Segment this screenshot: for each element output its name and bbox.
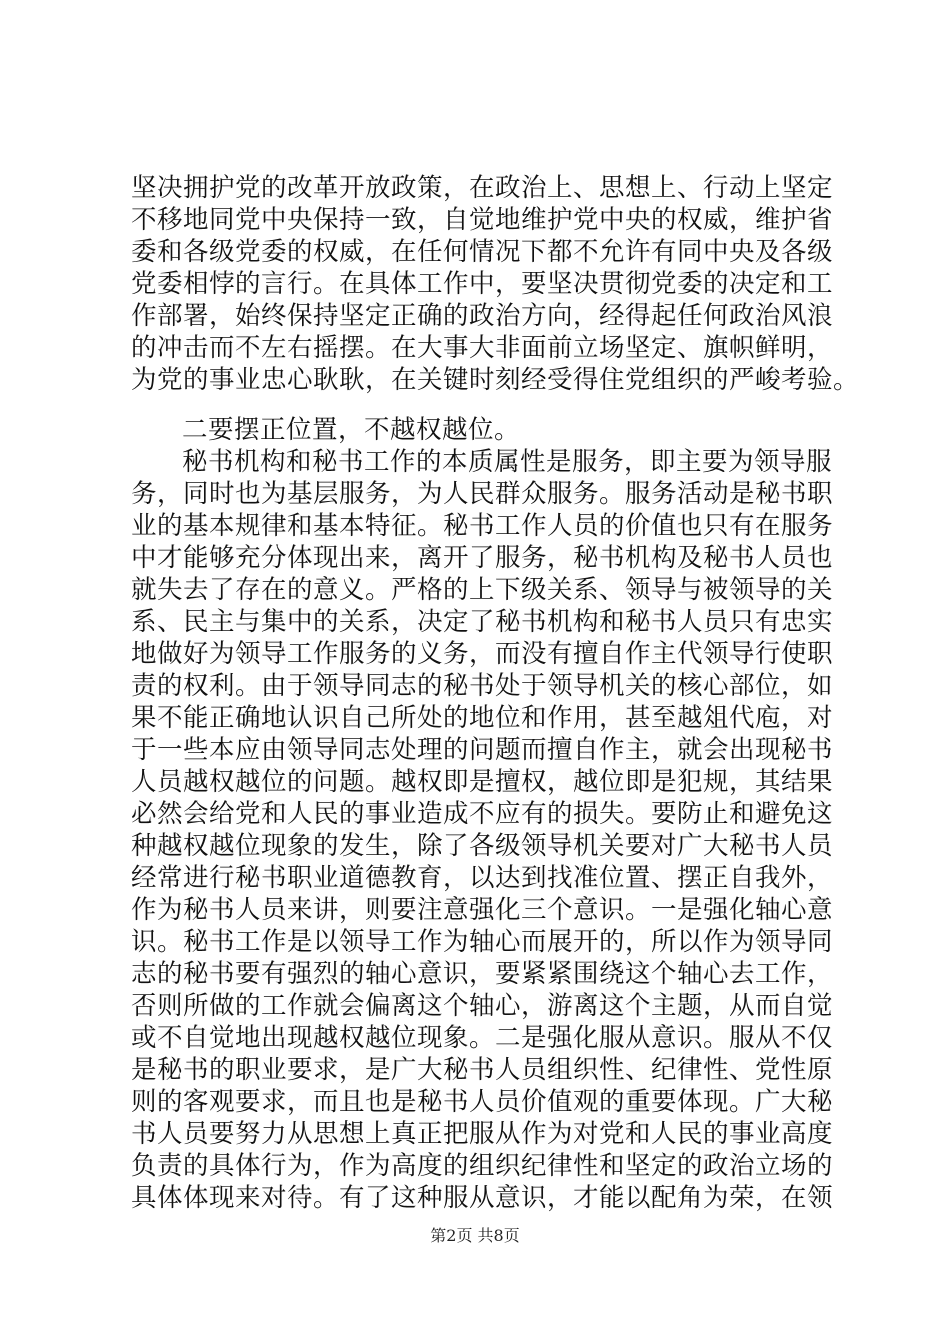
text-line: 作部署，始终保持坚定正确的政治方向，经得起任何政治风浪 bbox=[131, 301, 834, 331]
paragraph-1 bbox=[131, 172, 860, 396]
text-line: 果不能正确地认识自己所处的地位和作用，甚至越俎代庖，对 bbox=[131, 703, 834, 733]
text-line: 中才能够充分体现出来，离开了服务，秘书机构及秘书人员也 bbox=[131, 543, 834, 573]
section-heading: 二要摆正位置，不越权越位。 bbox=[182, 415, 521, 445]
paragraph-2 bbox=[131, 446, 851, 1214]
text-line: 负责的具体行为，作为高度的组织纪律性和坚定的政治立场的 bbox=[131, 1151, 834, 1181]
text-line: 是秘书的职业要求，是广大秘书人员组织性、纪律性、党性原 bbox=[131, 1055, 834, 1085]
text-line: 责的权利。由于领导同志的秘书处于领导机关的核心部位，如 bbox=[131, 671, 834, 701]
text-line: 志的秘书要有强烈的轴心意识，要紧紧围绕这个轴心去工作， bbox=[131, 959, 834, 989]
text-line: 委和各级党委的权威，在任何情况下都不允许有同中央及各级 bbox=[131, 237, 834, 267]
text-line: 地做好为领导工作服务的义务，而没有擅自作主代领导行使职 bbox=[131, 639, 834, 669]
text-line: 就失去了存在的意义。严格的上下级关系、领导与被领导的关 bbox=[131, 575, 834, 605]
text-line: 坚决拥护党的改革开放政策，在政治上、思想上、行动上坚定 bbox=[131, 173, 834, 203]
text-line: 的冲击而不左右摇摆。在大事大非面前立场坚定、旗帜鲜明， bbox=[131, 333, 834, 363]
text-line: 作为秘书人员来讲，则要注意强化三个意识。一是强化轴心意 bbox=[131, 895, 834, 925]
text-line: 人员越权越位的问题。越权即是擅权，越位即是犯规，其结果 bbox=[131, 767, 834, 797]
text-line: 书人员要努力从思想上真正把服从作为对党和人民的事业高度 bbox=[131, 1119, 834, 1149]
text-line: 或不自觉地出现越权越位现象。二是强化服从意识。服从不仅 bbox=[131, 1023, 834, 1053]
document-body bbox=[131, 172, 860, 1214]
text-line: 必然会给党和人民的事业造成不应有的损失。要防止和避免这 bbox=[131, 799, 834, 829]
text-line: 具体体现来对待。有了这种服从意识，才能以配角为荣，在领 bbox=[131, 1183, 834, 1213]
text-line: 务，同时也为基层服务，为人民群众服务。服务活动是秘书职 bbox=[131, 479, 834, 509]
paragraph-spacer bbox=[131, 396, 851, 414]
text-line: 经常进行秘书职业道德教育，以达到找准位置、摆正自我外， bbox=[131, 863, 834, 893]
page-number-footer: 第2页 共8页 bbox=[430, 1226, 520, 1245]
text-line: 系、民主与集中的关系，决定了秘书机构和秘书人员只有忠实 bbox=[131, 607, 834, 637]
text-line: 种越权越位现象的发生，除了各级领导机关要对广大秘书人员 bbox=[131, 831, 834, 861]
text-line: 秘书机构和秘书工作的本质属性是服务，即主要为领导服 bbox=[182, 447, 833, 477]
text-line: 不移地同党中央保持一致，自觉地维护党中央的权威，维护省 bbox=[131, 205, 834, 235]
text-line: 否则所做的工作就会偏离这个轴心，游离这个主题，从而自觉 bbox=[131, 991, 834, 1021]
text-line: 则的客观要求，而且也是秘书人员价值观的重要体现。广大秘 bbox=[131, 1087, 834, 1117]
text-line: 为党的事业忠心耿耿，在关键时刻经受得住党组织的严峻考验。 bbox=[131, 365, 860, 395]
text-line: 识。秘书工作是以领导工作为轴心而展开的，所以作为领导同 bbox=[131, 927, 834, 957]
text-line: 业的基本规律和基本特征。秘书工作人员的价值也只有在服务 bbox=[131, 511, 834, 541]
text-line: 党委相悖的言行。在具体工作中，要坚决贯彻党委的决定和工 bbox=[131, 269, 834, 299]
text-line: 于一些本应由领导同志处理的问题而擅自作主，就会出现秘书 bbox=[131, 735, 834, 765]
